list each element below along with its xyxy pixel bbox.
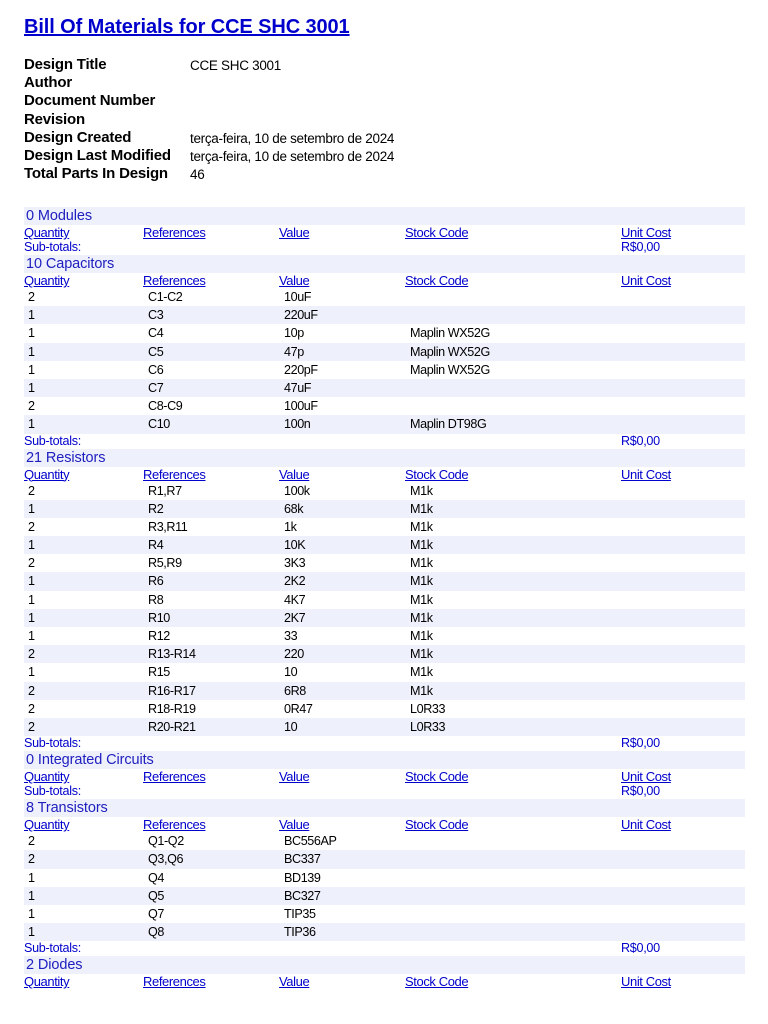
column-header-quantity[interactable]: Quantity: [24, 817, 70, 833]
stock-code-cell: M1k: [410, 665, 433, 680]
unit-cost-cell: [621, 500, 745, 518]
unit-cost-cell: [621, 379, 745, 397]
value-cell: TIP36: [284, 925, 316, 940]
references-cell: R8: [148, 592, 164, 607]
quantity-cell: 2: [28, 647, 35, 662]
unit-cost-cell: [621, 518, 745, 536]
references-cell: Q7: [148, 906, 164, 921]
unit-cost-cell: [621, 682, 745, 700]
column-header-unit-cost[interactable]: Unit Cost: [621, 974, 671, 990]
stock-code-cell: [405, 832, 621, 850]
subtotal-value: R$0,00: [621, 941, 660, 956]
meta-label: Design Last Modified: [24, 146, 171, 164]
subtotals-label: Sub-totals:: [24, 784, 81, 799]
quantity-cell: 1: [28, 501, 35, 516]
table-row: [24, 306, 745, 324]
references-cell: R3,R11: [148, 519, 188, 534]
table-row: [24, 415, 745, 433]
table-row: [24, 887, 745, 905]
column-header-quantity[interactable]: Quantity: [24, 225, 70, 240]
stock-code-cell: M1k: [410, 574, 433, 589]
references-cell: C5: [148, 344, 164, 359]
column-header-references[interactable]: References: [143, 225, 206, 240]
table-row: [24, 518, 745, 536]
quantity-cell: 2: [28, 483, 35, 498]
value-cell: 3K3: [284, 556, 306, 571]
stock-code-cell: Maplin WX52G: [410, 344, 490, 359]
table-row: [24, 397, 745, 415]
column-header-unit-cost[interactable]: Unit Cost: [621, 769, 671, 785]
table-row: [24, 869, 745, 887]
references-cell: R18-R19: [148, 701, 196, 716]
quantity-cell: 1: [28, 925, 35, 940]
value-cell: 100k: [284, 483, 310, 498]
table-row: [24, 379, 745, 397]
column-header-row: [24, 817, 745, 832]
unit-cost-cell: [621, 905, 745, 923]
unit-cost-cell: [621, 887, 745, 905]
quantity-cell: 1: [28, 906, 35, 921]
stock-code-cell: Maplin WX52G: [410, 326, 490, 341]
value-cell: 4K7: [284, 592, 306, 607]
quantity-cell: 2: [28, 683, 35, 698]
stock-code-cell: [405, 379, 621, 397]
unit-cost-cell: [621, 591, 745, 609]
subtotals-row: [24, 784, 745, 799]
column-header-value[interactable]: Value: [279, 974, 310, 990]
column-header-row: [24, 273, 745, 288]
value-cell: 6R8: [284, 683, 306, 698]
column-header-quantity[interactable]: Quantity: [24, 769, 70, 785]
stock-code-cell: L0R33: [410, 701, 446, 716]
quantity-cell: 2: [28, 556, 35, 571]
unit-cost-cell: [621, 700, 745, 718]
quantity-cell: 2: [28, 701, 35, 716]
value-cell: 10K: [284, 538, 306, 553]
meta-label: Total Parts In Design: [24, 165, 168, 183]
table-row: [24, 554, 745, 572]
column-header-value[interactable]: Value: [279, 817, 310, 833]
references-cell: Q5: [148, 888, 164, 903]
column-header-stock-code[interactable]: Stock Code: [405, 817, 469, 833]
subtotals-label: Sub-totals:: [24, 240, 81, 254]
references-cell: Q8: [148, 925, 164, 940]
meta-row: [24, 111, 394, 129]
references-cell: C10: [148, 417, 170, 432]
stock-code-cell: M1k: [410, 501, 433, 516]
table-row: [24, 627, 745, 645]
stock-code-cell: M1k: [410, 519, 433, 534]
references-cell: R2: [148, 501, 164, 516]
meta-row: [24, 56, 394, 74]
subtotals-row: [24, 941, 745, 956]
table-row: [24, 718, 745, 736]
quantity-cell: 2: [28, 290, 35, 304]
table-row: [24, 591, 745, 609]
subtotals-row: [24, 434, 745, 449]
quantity-cell: 2: [28, 519, 35, 534]
stock-code-cell: M1k: [410, 610, 433, 625]
meta-label: Author: [24, 74, 72, 92]
unit-cost-cell: [621, 397, 745, 415]
section-heading: 10 Capacitors: [24, 255, 745, 273]
unit-cost-cell: [621, 288, 745, 306]
column-header-row: [24, 225, 745, 240]
meta-label: Document Number: [24, 92, 156, 110]
column-header-row: [24, 467, 745, 482]
unit-cost-cell: [621, 850, 745, 868]
quantity-cell: 1: [28, 326, 35, 341]
meta-row: [24, 129, 394, 147]
column-header-row: [24, 974, 745, 989]
table-row: [24, 663, 745, 681]
stock-code-cell: [405, 306, 621, 324]
quantity-cell: 1: [28, 538, 35, 553]
value-cell: 10: [284, 665, 298, 680]
value-cell: 33: [284, 629, 298, 643]
meta-label: Design Title: [24, 56, 107, 73]
references-cell: C6: [148, 362, 164, 377]
stock-code-cell: M1k: [410, 647, 433, 662]
table-row: [24, 850, 745, 868]
meta-label: Revision: [24, 110, 85, 128]
column-header-quantity[interactable]: Quantity: [24, 974, 70, 990]
table-row: [24, 343, 745, 361]
references-cell: C3: [148, 308, 164, 323]
value-cell: 10uF: [284, 290, 312, 304]
stock-code-cell: [405, 887, 621, 905]
subtotal-value: R$0,00: [621, 240, 660, 254]
subtotals-label: Sub-totals:: [24, 736, 81, 751]
value-cell: 2K2: [284, 574, 306, 589]
section-heading: 0 Integrated Circuits: [24, 751, 745, 769]
unit-cost-cell: [621, 869, 745, 887]
section-heading: 21 Resistors: [24, 449, 745, 467]
stock-code-cell: [405, 288, 621, 306]
value-cell: 220: [284, 647, 304, 662]
page-title[interactable]: Bill Of Materials for CCE SHC 3001: [24, 16, 350, 38]
meta-label: Design Created: [24, 128, 132, 146]
unit-cost-cell: [621, 415, 745, 433]
bom-table: [24, 207, 745, 989]
references-cell: R6: [148, 574, 164, 589]
value-cell: 1k: [284, 519, 297, 534]
stock-code-cell: [405, 869, 621, 887]
column-header-references[interactable]: References: [143, 769, 206, 785]
references-cell: R16-R17: [148, 683, 196, 698]
references-cell: R13-R14: [148, 647, 196, 662]
subtotals-label: Sub-totals:: [24, 941, 81, 956]
section-heading: 8 Transistors: [24, 799, 745, 817]
quantity-cell: 1: [28, 344, 35, 359]
table-row: [24, 324, 745, 342]
column-header-unit-cost[interactable]: Unit Cost: [621, 817, 671, 833]
references-cell: C4: [148, 326, 164, 341]
value-cell: 100n: [284, 417, 311, 432]
section-heading: 0 Modules: [24, 207, 745, 225]
table-row: [24, 482, 745, 500]
meta-row: [24, 147, 394, 165]
table-row: [24, 700, 745, 718]
stock-code-cell: M1k: [410, 629, 433, 643]
quantity-cell: 2: [28, 399, 35, 414]
value-cell: 2K7: [284, 610, 306, 625]
references-cell: Q3,Q6: [148, 852, 184, 867]
column-header-references[interactable]: References: [143, 817, 206, 833]
column-header-value[interactable]: Value: [279, 769, 310, 785]
value-cell: 47p: [284, 344, 304, 359]
value-cell: 100uF: [284, 399, 318, 414]
table-row: [24, 609, 745, 627]
column-header-row: [24, 769, 745, 784]
quantity-cell: 1: [28, 574, 35, 589]
references-cell: R5,R9: [148, 556, 182, 571]
subtotals-row: [24, 240, 745, 255]
quantity-cell: 1: [28, 888, 35, 903]
column-header-references[interactable]: References: [143, 974, 206, 990]
quantity-cell: 1: [28, 308, 35, 323]
value-cell: 47uF: [284, 380, 312, 395]
table-row: [24, 645, 745, 663]
meta-row: [24, 92, 394, 110]
section-heading: 2 Diodes: [24, 956, 745, 974]
stock-code-cell: M1k: [410, 538, 433, 553]
meta-value: 46: [190, 167, 205, 183]
meta-value: terça-feira, 10 de setembro de 2024: [190, 130, 395, 146]
meta-row: [24, 74, 394, 92]
meta-row: [24, 165, 394, 183]
unit-cost-cell: [621, 923, 745, 941]
stock-code-cell: M1k: [410, 592, 433, 607]
unit-cost-cell: [621, 718, 745, 736]
design-info: [24, 56, 394, 183]
references-cell: R12: [148, 629, 170, 643]
quantity-cell: 2: [28, 834, 35, 849]
references-cell: C8-C9: [148, 399, 183, 414]
references-cell: C1-C2: [148, 290, 183, 304]
stock-code-cell: Maplin WX52G: [410, 362, 490, 377]
table-row: [24, 572, 745, 590]
table-row: [24, 361, 745, 379]
subtotal-value: R$0,00: [621, 433, 660, 448]
subtotals-label: Sub-totals:: [24, 433, 81, 448]
unit-cost-cell: [621, 832, 745, 850]
unit-cost-cell: [621, 361, 745, 379]
stock-code-cell: [405, 905, 621, 923]
quantity-cell: 1: [28, 592, 35, 607]
column-header-quantity[interactable]: Quantity: [24, 273, 70, 288]
table-row: [24, 288, 745, 306]
value-cell: BC556AP: [284, 834, 337, 849]
value-cell: BC337: [284, 852, 321, 867]
value-cell: 10p: [284, 326, 304, 341]
table-row: [24, 923, 745, 941]
column-header-value[interactable]: Value: [279, 225, 310, 240]
column-header-references[interactable]: References: [143, 273, 206, 288]
value-cell: 0R47: [284, 701, 313, 716]
subtotal-value: R$0,00: [621, 784, 660, 799]
value-cell: TIP35: [284, 906, 316, 921]
references-cell: R4: [148, 538, 164, 553]
unit-cost-cell: [621, 482, 745, 500]
unit-cost-cell: [621, 572, 745, 590]
unit-cost-cell: [621, 306, 745, 324]
stock-code-cell: [405, 397, 621, 415]
quantity-cell: 1: [28, 380, 35, 395]
unit-cost-cell: [621, 609, 745, 627]
subtotals-row: [24, 736, 745, 751]
column-header-stock-code[interactable]: Stock Code: [405, 466, 469, 482]
quantity-cell: 1: [28, 610, 35, 625]
quantity-cell: 2: [28, 719, 35, 734]
table-row: [24, 905, 745, 923]
stock-code-cell: [405, 850, 621, 868]
value-cell: 220pF: [284, 362, 318, 377]
column-header-value[interactable]: Value: [279, 466, 310, 482]
quantity-cell: 1: [28, 417, 35, 432]
quantity-cell: 1: [28, 665, 35, 680]
quantity-cell: 2: [28, 852, 35, 867]
references-cell: R15: [148, 665, 170, 680]
table-row: [24, 500, 745, 518]
column-header-value[interactable]: Value: [279, 273, 310, 288]
unit-cost-cell: [621, 324, 745, 342]
unit-cost-cell: [621, 645, 745, 663]
value-cell: 68k: [284, 501, 304, 516]
stock-code-cell: Maplin DT98G: [410, 417, 487, 432]
column-header-stock-code[interactable]: Stock Code: [405, 974, 469, 990]
quantity-cell: 1: [28, 629, 35, 643]
table-row: [24, 536, 745, 554]
column-header-quantity[interactable]: Quantity: [24, 466, 70, 482]
quantity-cell: 1: [28, 362, 35, 377]
stock-code-cell: L0R33: [410, 719, 446, 734]
unit-cost-cell: [621, 343, 745, 361]
references-cell: Q4: [148, 870, 164, 885]
stock-code-cell: M1k: [410, 556, 433, 571]
unit-cost-cell: [621, 627, 745, 645]
references-cell: R1,R7: [148, 483, 182, 498]
unit-cost-cell: [621, 554, 745, 572]
column-header-unit-cost[interactable]: Unit Cost: [621, 273, 671, 288]
column-header-unit-cost[interactable]: Unit Cost: [621, 466, 671, 482]
column-header-stock-code[interactable]: Stock Code: [405, 273, 469, 288]
column-header-unit-cost[interactable]: Unit Cost: [621, 225, 671, 240]
value-cell: BD139: [284, 870, 321, 885]
references-cell: C7: [148, 380, 164, 395]
stock-code-cell: M1k: [410, 683, 433, 698]
stock-code-cell: [405, 923, 621, 941]
meta-value: terça-feira, 10 de setembro de 2024: [190, 148, 395, 164]
value-cell: BC327: [284, 888, 321, 903]
column-header-references[interactable]: References: [143, 466, 206, 482]
quantity-cell: 1: [28, 870, 35, 885]
unit-cost-cell: [621, 663, 745, 681]
column-header-stock-code[interactable]: Stock Code: [405, 225, 469, 240]
table-row: [24, 832, 745, 850]
references-cell: Q1-Q2: [148, 834, 184, 849]
table-row: [24, 682, 745, 700]
column-header-stock-code[interactable]: Stock Code: [405, 769, 469, 785]
value-cell: 10: [284, 719, 298, 734]
references-cell: R10: [148, 610, 170, 625]
meta-value: CCE SHC 3001: [190, 58, 281, 73]
unit-cost-cell: [621, 536, 745, 554]
stock-code-cell: M1k: [410, 483, 433, 498]
value-cell: 220uF: [284, 308, 318, 323]
references-cell: R20-R21: [148, 719, 196, 734]
subtotal-value: R$0,00: [621, 736, 660, 751]
